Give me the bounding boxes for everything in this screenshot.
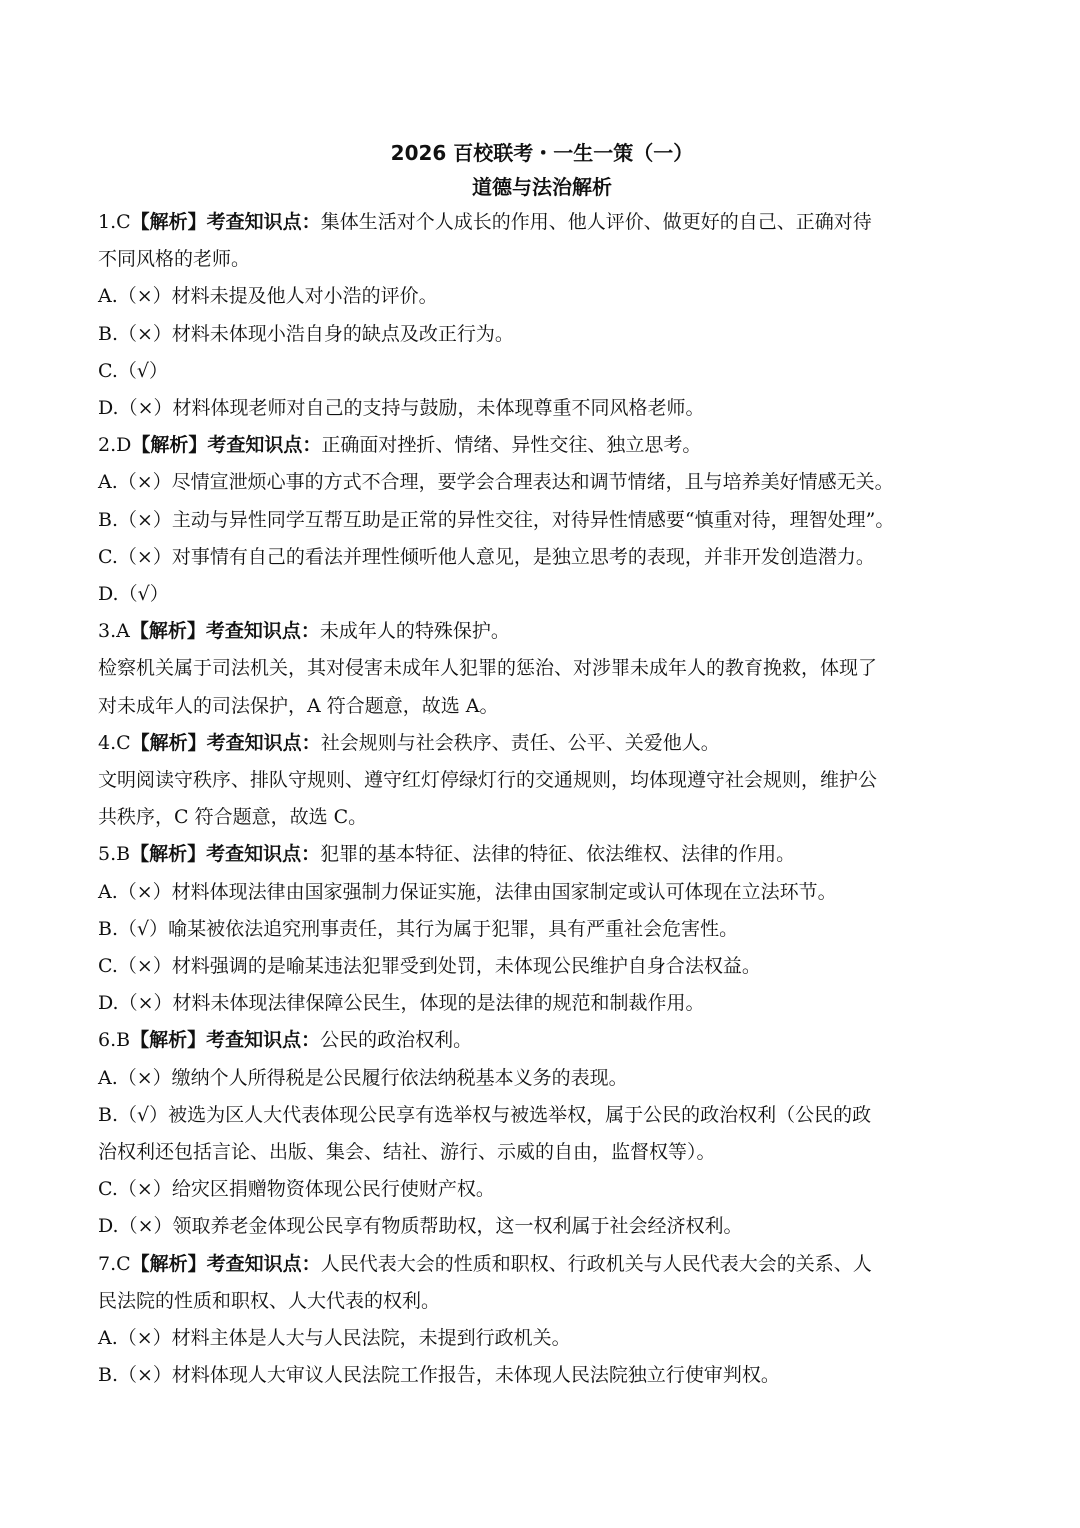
option-line: D.（×）材料未体现法律保障公民生，体现的是法律的规范和制裁作用。 [98, 992, 705, 1015]
analysis-tag: 【解析】考查知识点： [130, 731, 321, 754]
analysis-tag: 【解析】考查知识点： [130, 843, 321, 866]
knowledge-points: 犯罪的基本特征、法律的特征、依法维权、法律的作用。 [320, 843, 796, 866]
question-block-7 [98, 1246, 986, 1395]
document-page [98, 136, 986, 1395]
knowledge-points: 未成年人的特殊保护。 [319, 620, 510, 643]
option-line: B.（×）主动与异性同学互帮互助是正常的异性交往，对待异性情感要“慎重对待，理智处理”。 [98, 508, 895, 531]
option-line: 治权利还包括言论、出版、集会、结社、游行、示威的自由，监督权等）。 [98, 1141, 716, 1164]
option-line: C.（×）材料强调的是喻某违法犯罪受到处罚，未体现公民维护自身合法权益。 [98, 955, 761, 978]
question-heading [98, 836, 986, 873]
question-block-6 [98, 1022, 986, 1245]
knowledge-points: 公民的政治权利。 [320, 1029, 473, 1052]
option-line: C.（×）对事情有自己的看法并理性倾听他人意见，是独立思考的表现，并非开发创造潜力。 [98, 545, 875, 568]
question-block-2 [98, 427, 986, 613]
question-number: 6.B [98, 1029, 131, 1052]
question-heading [98, 1246, 986, 1283]
question-number: 4.C [98, 731, 131, 754]
option-line: A.（×）材料未提及他人对小浩的评价。 [98, 285, 438, 308]
option-line: D.（×）材料体现老师对自己的支持与鼓励，未体现尊重不同风格老师。 [98, 397, 705, 420]
option-line: D.（√） [98, 583, 169, 606]
question-block-3 [98, 613, 986, 725]
question-number: 1.C [98, 211, 131, 233]
document-subtitle: 道德与法治解析 [472, 175, 612, 199]
knowledge-points: 正确面对挫折、情绪、异性交往、独立思考。 [321, 434, 702, 457]
question-number: 3.A [98, 620, 130, 643]
question-heading [98, 725, 986, 762]
question-number: 2.D [98, 434, 132, 457]
question-block-4 [98, 725, 986, 837]
document-title: 2026 百校联考・一生一策（一） [390, 141, 694, 165]
question-heading [98, 1022, 986, 1059]
analysis-tag: 【解析】考查知识点： [130, 1029, 321, 1052]
explanation-line: 共秩序，C 符合题意，故选 C。 [98, 806, 368, 829]
option-line: B.（√）喻某被依法追究刑事责任，其行为属于犯罪，具有严重社会危害性。 [98, 917, 739, 940]
option-line: C.（√） [98, 359, 169, 382]
knowledge-points: 集体生活对个人成长的作用、他人评价、做更好的自己、正确对待 [320, 211, 872, 233]
question-heading [98, 613, 986, 650]
option-line: C.（×）给灾区捐赠物资体现公民行使财产权。 [98, 1178, 495, 1201]
knowledge-points-continued: 民法院的性质和职权、人大代表的权利。 [98, 1289, 441, 1312]
explanation-line: 检察机关属于司法机关，其对侵害未成年人犯罪的惩治、对涉罪未成年人的教育挽救，体现了 [98, 657, 878, 680]
option-line: A.（×）材料主体是人大与人民法院，未提到行政机关。 [98, 1327, 571, 1350]
analysis-tag: 【解析】考查知识点： [130, 211, 321, 233]
option-line: B.（×）材料未体现小浩自身的缺点及改正行为。 [98, 322, 514, 345]
explanation-line: 文明阅读守秩序、排队守规则、遵守红灯停绿灯行的交通规则，均体现遵守社会规则，维护公 [98, 769, 878, 792]
option-line: B.（√）被选为区人大代表体现公民享有选举权与被选举权，属于公民的政治权利（公民的政 [98, 1103, 872, 1126]
explanation-line: 对未成年人的司法保护，A 符合题意，故选 A。 [98, 694, 499, 717]
question-heading [98, 427, 986, 464]
analysis-tag: 【解析】考查知识点： [130, 1252, 321, 1275]
analysis-tag: 【解析】考查知识点： [129, 620, 320, 643]
option-line: B.（×）材料体现人大审议人民法院工作报告，未体现人民法院独立行使审判权。 [98, 1364, 780, 1387]
analysis-tag: 【解析】考查知识点： [131, 434, 322, 457]
option-line: D.（×）领取养老金体现公民享有物质帮助权，这一权利属于社会经济权利。 [98, 1215, 743, 1238]
knowledge-points: 人民代表大会的性质和职权、行政机关与人民代表大会的关系、人 [320, 1252, 872, 1275]
question-block-1 [98, 204, 986, 427]
question-number: 7.C [98, 1252, 131, 1275]
option-line: A.（×）缴纳个人所得税是公民履行依法纳税基本义务的表现。 [98, 1066, 628, 1089]
option-line: A.（×）尽情宣泄烦心事的方式不合理，要学会合理表达和调节情绪，且与培养美好情感无关。 [98, 471, 894, 494]
question-block-5 [98, 836, 986, 1022]
knowledge-points-continued: 不同风格的老师。 [98, 248, 251, 271]
option-line: A.（×）材料体现法律由国家强制力保证实施，法律由国家制定或认可体现在立法环节。 [98, 880, 837, 903]
question-heading [98, 204, 986, 241]
knowledge-points: 社会规则与社会秩序、责任、公平、关爱他人。 [320, 731, 720, 754]
question-number: 5.B [98, 843, 131, 866]
